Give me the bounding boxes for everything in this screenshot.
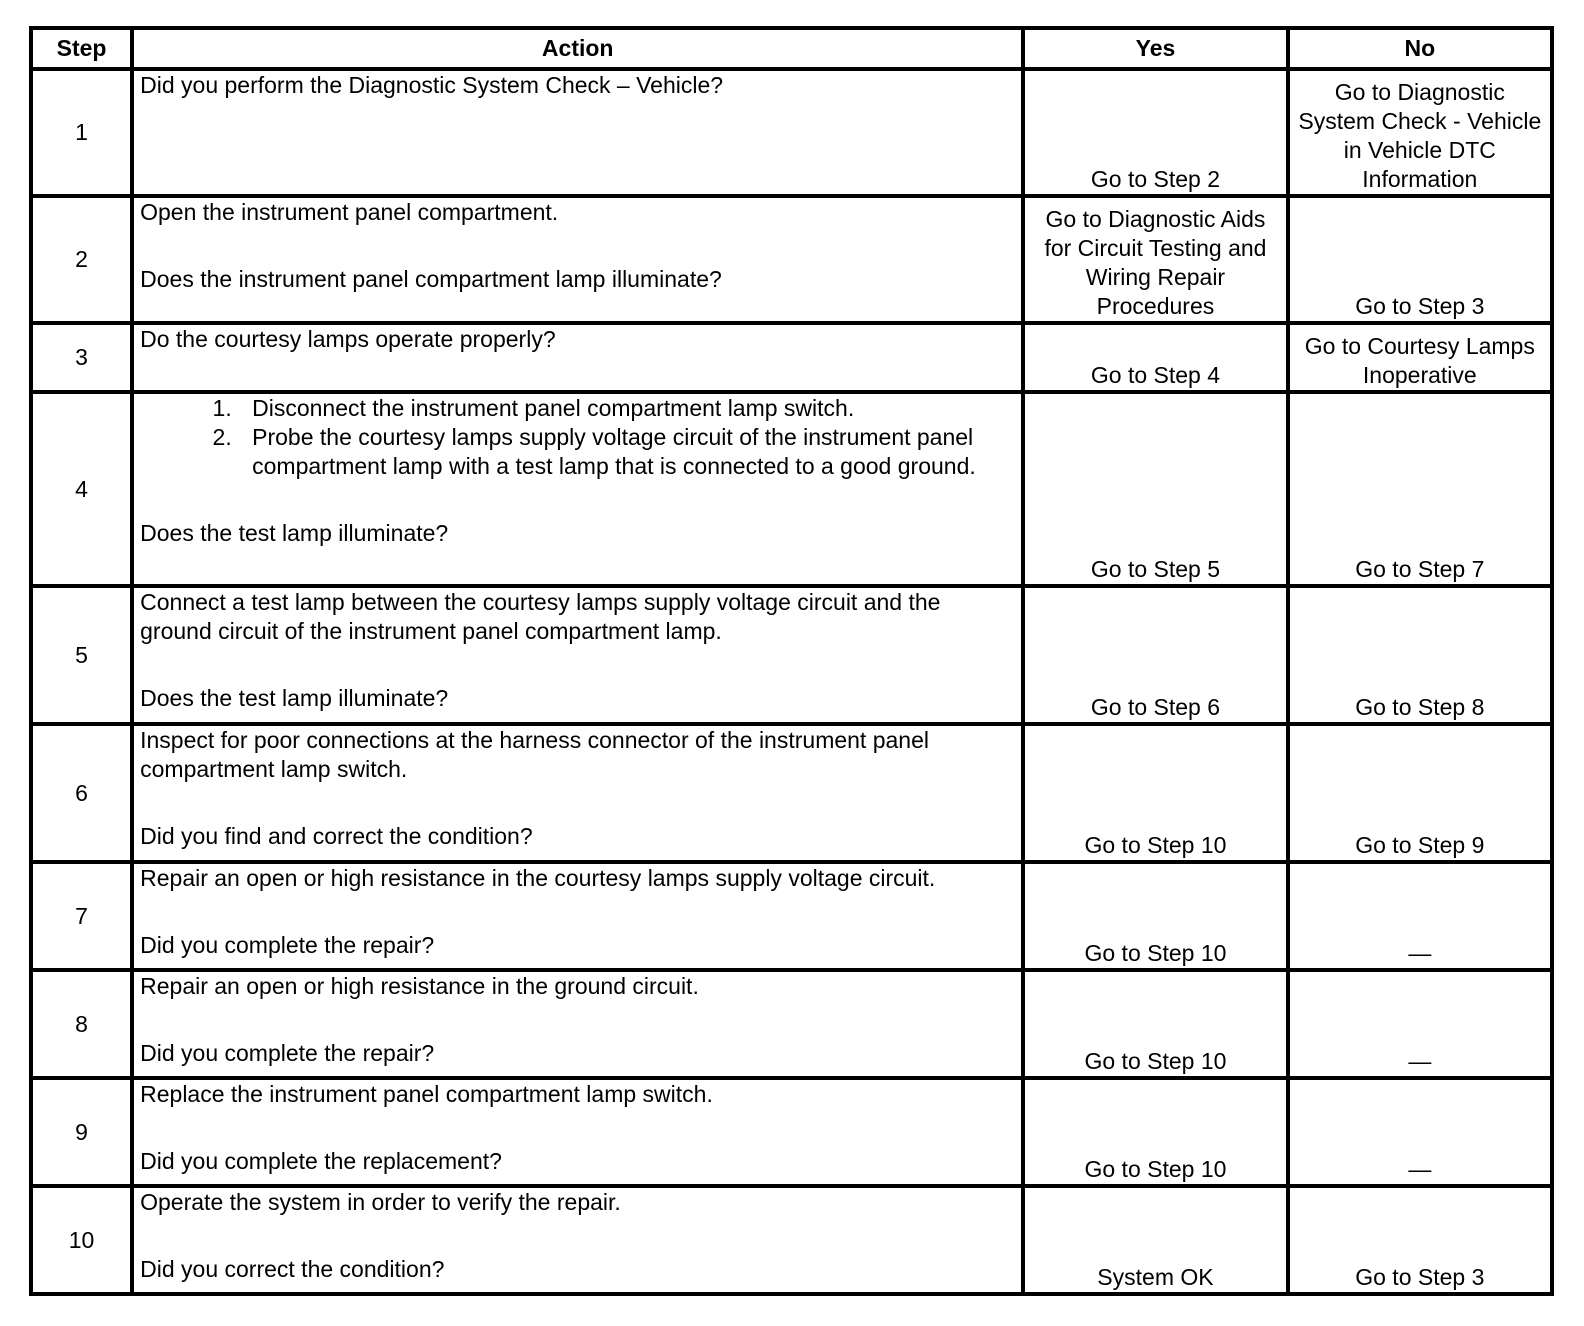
step-number: 2 [31,196,132,323]
action-instruction: Repair an open or high resistance in the courtesy lamps supply voltage circuit. [140,865,936,891]
step-number: 3 [31,323,132,392]
action-instruction: Connect a test lamp between the courtesy lamps supply voltage circuit and the ground circuit of the instrument panel compartment lamp. [140,589,941,644]
yes-result: Go to Step 6 [1023,586,1287,724]
action-cell [132,1186,1023,1294]
no-result: Go to Step 3 [1288,1186,1552,1294]
action-question: Did you complete the replacement? [140,1148,502,1174]
header-action: Action [132,28,1023,69]
header-yes: Yes [1023,28,1287,69]
no-result: — [1288,970,1552,1078]
yes-result: Go to Step 5 [1023,392,1287,586]
yes-result: Go to Step 10 [1023,1078,1287,1186]
no-result: Go to Step 7 [1288,392,1552,586]
table-row [31,586,1552,724]
yes-result: Go to Diagnostic Aids for Circuit Testing and Wiring Repair Procedures [1023,196,1287,323]
action-instruction: Open the instrument panel compartment. [140,199,559,225]
action-question: Does the test lamp illuminate? [140,685,449,711]
diagnostic-table [29,26,1554,1296]
no-result: Go to Step 8 [1288,586,1552,724]
table-row [31,323,1552,392]
table-row [31,1078,1552,1186]
no-result: Go to Step 3 [1288,196,1552,323]
yes-result: Go to Step 4 [1023,323,1287,392]
action-cell [132,970,1023,1078]
sub-step-item: 2. Probe the courtesy lamps supply voltage circuit of the instrument panel compartment lamp with a test lamp that is connected to a good ground. [238,423,1015,481]
action-question: Did you find and correct the condition? [140,823,533,849]
table-row [31,724,1552,862]
yes-result: System OK [1023,1186,1287,1294]
action-question: Does the instrument panel compartment lamp illuminate? [140,266,722,292]
table-row [31,862,1552,970]
yes-result: Go to Step 2 [1023,69,1287,196]
step-number: 9 [31,1078,132,1186]
action-question: Did you correct the condition? [140,1256,445,1282]
header-no: No [1288,28,1552,69]
no-result: — [1288,1078,1552,1186]
yes-result: Go to Step 10 [1023,724,1287,862]
step-number: 1 [31,69,132,196]
action-instruction: Repair an open or high resistance in the ground circuit. [140,973,699,999]
step-number: 6 [31,724,132,862]
sub-step-item: 1. Disconnect the instrument panel compartment lamp switch. [238,394,1015,423]
sub-step-list [140,394,1015,481]
action-instruction: Inspect for poor connections at the harness connector of the instrument panel compartment lamp switch. [140,727,929,782]
table-row [31,196,1552,323]
yes-result: Go to Step 10 [1023,862,1287,970]
no-result: — [1288,862,1552,970]
header-row [31,28,1552,69]
step-number: 4 [31,392,132,586]
action-cell [132,586,1023,724]
no-result: Go to Courtesy Lamps Inoperative [1288,323,1552,392]
yes-result: Go to Step 10 [1023,970,1287,1078]
table-row [31,970,1552,1078]
no-result: Go to Diagnostic System Check - Vehicle in Vehicle DTC Information [1288,69,1552,196]
table-row [31,1186,1552,1294]
action-cell [132,724,1023,862]
action-cell [132,862,1023,970]
action-cell [132,323,1023,392]
step-number: 10 [31,1186,132,1294]
action-instruction: Do the courtesy lamps operate properly? [140,326,556,352]
action-question: Does the test lamp illuminate? [140,520,449,546]
action-instruction: Replace the instrument panel compartment lamp switch. [140,1081,713,1107]
table-body [31,69,1552,1294]
header-step: Step [31,28,132,69]
step-number: 7 [31,862,132,970]
action-cell [132,1078,1023,1186]
action-cell [132,196,1023,323]
table-header [31,28,1552,69]
no-result: Go to Step 9 [1288,724,1552,862]
action-instruction: Did you perform the Diagnostic System Check – Vehicle? [140,72,724,98]
table-row [31,69,1552,196]
step-number: 5 [31,586,132,724]
action-cell [132,392,1023,586]
action-instruction: Operate the system in order to verify the repair. [140,1189,621,1215]
table-row [31,392,1552,586]
action-cell [132,69,1023,196]
action-question: Did you complete the repair? [140,932,435,958]
step-number: 8 [31,970,132,1078]
action-question: Did you complete the repair? [140,1040,435,1066]
